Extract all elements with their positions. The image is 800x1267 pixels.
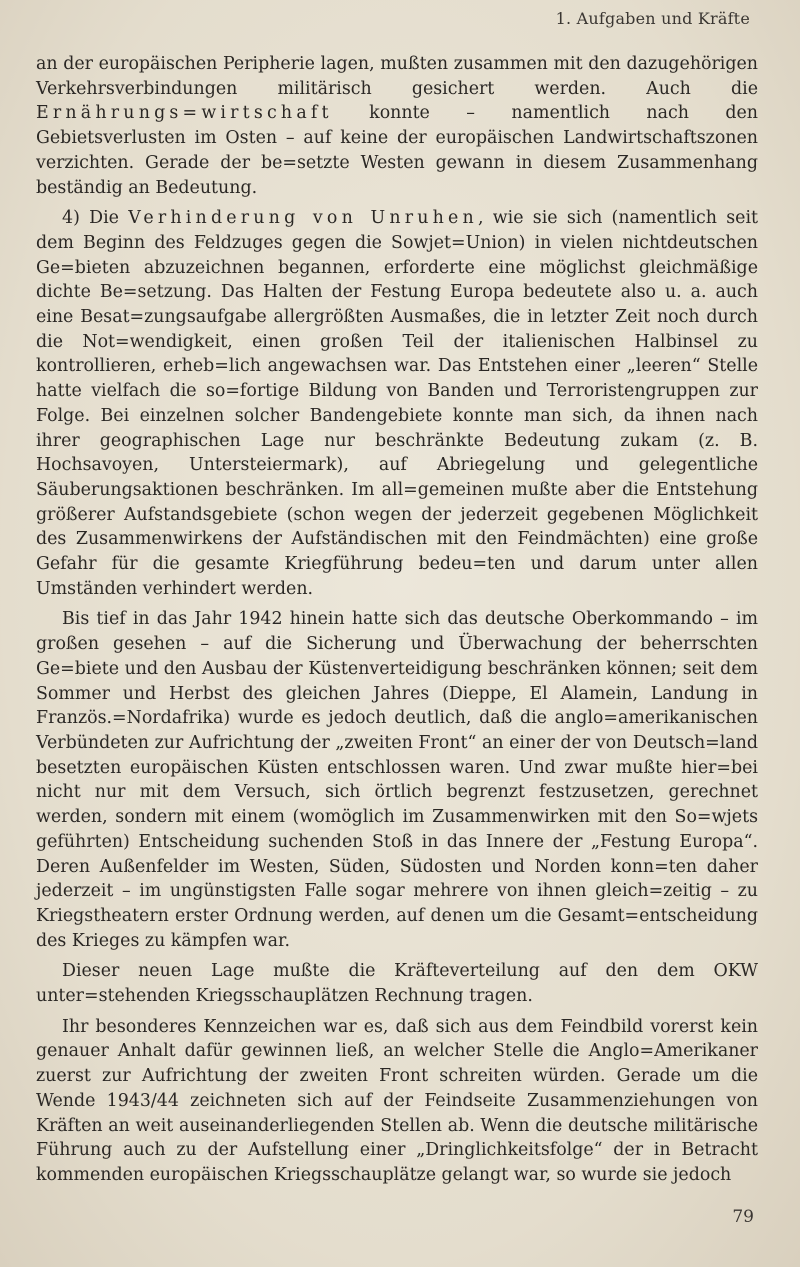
paragraph-1 [36,52,758,200]
running-head: 1. Aufgaben und Kräfte [555,9,750,28]
paragraph-2-text-a: 4) Die [62,208,129,229]
paragraph-3 [36,607,758,953]
paragraph-5 [36,1015,758,1188]
paragraph-5-text: Ihr besonderes Kennzeichen war es, daß sich aus dem Feindbild vorerst kein genauer Anhalt dafür gewinnen ließ, an welcher Stelle die Anglo=Amerikaner zuerst zur Aufrichtung der zweiten Front schreiten würden. Gerade um die Wende 1943/44 zeichneten sich auf der Feindseite Zusammenziehungen von Kräften an weit auseinanderliegenden Stellen ab. Wenn die deutsche militärische Führung auch zu der Aufstellung einer „Dringlichkeitsfolge“ der in Betracht kommenden europäischen Kriegsschauplätze gelangt war, so wurde sie jedoch [36,1016,758,1185]
paragraph-4-text: Dieser neuen Lage mußte die Kräfteverteilung auf den dem OKW unter=stehenden Kriegsschauplätzen Rechnung tragen. [36,961,758,1007]
page-number: 79 [732,1207,754,1227]
paragraph-3-text: Bis tief in das Jahr 1942 hinein hatte sich das deutsche Oberkommando – im großen gesehen – auf die Sicherung und Überwachung der beherrschten Ge=biete und den Ausbau der Küstenverteidigung beschränken können; seit dem Sommer und Herbst des gleichen Jahres (Dieppe, El Alamein, Landung in Französ.=Nordafrika) wurde es jedoch deutlich, daß die anglo=amerikanischen Verbündeten zur Aufrichtung der „zweiten Front“ an einer der von Deutsch=land besetzten europäischen Küsten entschlossen waren. Und zwar mußte hier=bei nicht nur mit dem Versuch, sich örtlich begrenzt festzusetzen, gerechnet werden, sondern mit einem (womöglich im Zusammenwirken mit den So=wjets geführten) Entscheidung suchenden Stoß in das Innere der „Festung Europa“. Deren Außenfelder im Westen, Süden, Südosten und Norden konn=ten daher jederzeit – im ungünstigsten Falle sogar mehrere von ihnen gleich=zeitig – zu Kriegstheatern erster Ordnung werden, auf denen um die Gesamt=entscheidung des Krieges zu kämpfen war. [36,609,758,951]
paragraph-1-text-b: konnte – namentlich nach den Gebietsverlusten im Osten – auf keine der europäischen Landwirtschaftszonen verzichten. Gerade der be=setzte Westen gewann in diesem Zusammenhang beständig an Bedeutung. [36,103,758,198]
paragraph-4 [36,959,758,1008]
emphasis-verhinderung-von-unruhen: Verhinderung von Unruhen [128,208,478,229]
paragraph-2-text-b: , wie sie sich (namentlich seit dem Beginn des Feldzuges gegen die Sowjet=Union) in vielen nichtdeutschen Ge=bieten abzuzeichnen begannen, erforderte eine möglichst gleichmäßige dichte Be=setzung. Das Halten der Festung Europa bedeutete also u. a. auch eine Besat=zungsaufgabe allergrößten Ausmaßes, die in letzter Zeit noch durch die Not=wendigkeit, einen großen Teil der italienischen Halbinsel zu kontrollieren, erheb=lich angewachsen war. Das Entstehen einer „leeren“ Stelle hatte vielfach die so=fortige Bildung von Banden und Terroristengruppen zur Folge. Bei einzelnen solcher Bandengebiete konnte man sich, da ihnen nach ihrer geographischen Lage nur beschränkte Bedeutung zukam (z. B. Hochsavoyen, Untersteiermark), auf Abriegelung und gelegentliche Säuberungsaktionen beschränken. Im all=gemeinen mußte aber die Entstehung größerer Aufstandsgebiete (schon wegen der jederzeit gegebenen Möglichkeit des Zusammenwirkens der Aufständischen mit den Feindmächten) eine große Gefahr für die gesamte Kriegführung bedeu=ten und darum unter allen Umständen verhindert werden. [36,208,758,599]
body-text [36,52,758,1194]
paragraph-1-text-a: an der europäischen Peripherie lagen, mußten zusammen mit den dazugehörigen Verkehrsverbindungen militärisch gesichert werden. Auch die [36,54,758,99]
emphasis-ernaehrungswirtschaft: Ernährungs=wirtschaft [36,103,333,124]
paragraph-2 [36,206,758,601]
